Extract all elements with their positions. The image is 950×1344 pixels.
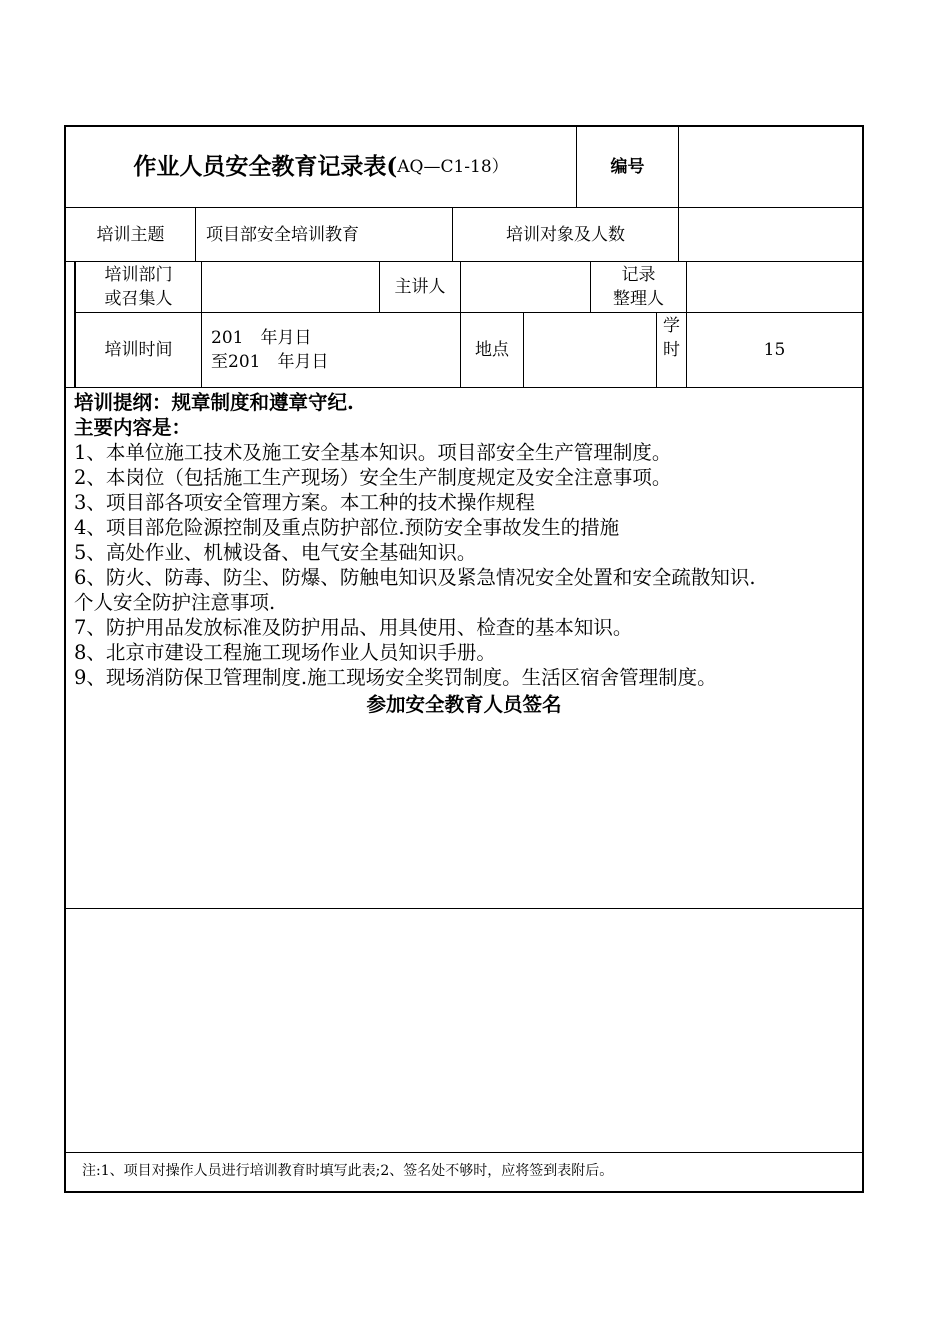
dept-field[interactable] <box>202 262 379 312</box>
hours-label-line1: 学 <box>663 316 680 336</box>
content-item: 7、防护用品发放标准及防护用品、用具使用、检查的基本知识。 <box>74 616 633 639</box>
number-label: 编号 <box>610 157 645 177</box>
dept-label-line2: 或召集人 <box>104 289 173 309</box>
content-item: 2、本岗位（包括施工生产现场）安全生产制度规定及安全注意事项。 <box>74 466 672 489</box>
main-content-heading: 主要内容是： <box>74 416 192 439</box>
lecturer-field[interactable] <box>461 262 590 312</box>
form-code: AQ—C1-18） <box>397 157 509 177</box>
form-title-text: 作业人员安全教育记录表( <box>133 153 398 180</box>
row-divider <box>64 1152 864 1153</box>
place-field[interactable] <box>524 313 656 387</box>
content-item: 1、本单位施工技术及施工安全基本知识。项目部安全生产管理制度。 <box>74 441 672 464</box>
audience-field[interactable] <box>679 208 862 261</box>
training-outline: 培训提纲：规章制度和遵章守纪. <box>74 391 354 414</box>
signature-section-title: 参加安全教育人员签名 <box>366 693 562 716</box>
topic-field[interactable]: 项目部安全培训教育 <box>206 224 359 245</box>
form-title <box>66 127 576 207</box>
recorder-label <box>591 262 686 312</box>
lecturer-label: 主讲人 <box>394 277 446 297</box>
recorder-label-line2: 整理人 <box>613 289 664 309</box>
topic-label: 培训主题 <box>96 224 165 245</box>
dept-label-line1: 培训部门 <box>104 265 173 285</box>
time-start: 201 年月日 <box>211 328 312 348</box>
audience-label: 培训对象及人数 <box>506 224 625 245</box>
training-content <box>74 390 862 690</box>
signature-area[interactable] <box>66 716 862 906</box>
dept-label <box>76 262 201 312</box>
hours-label <box>657 313 686 363</box>
recorder-label-line1: 记录 <box>621 265 656 285</box>
time-field[interactable] <box>202 313 460 387</box>
row-divider <box>64 908 864 909</box>
content-item: 3、项目部各项安全管理方案。本工种的技术操作规程 <box>74 491 535 514</box>
signature-area-extra[interactable] <box>66 910 862 1151</box>
content-item: 4、项目部危险源控制及重点防护部位.预防安全事故发生的措施 <box>74 516 620 539</box>
place-label: 地点 <box>475 340 509 360</box>
hours-label-line2: 时 <box>663 340 680 360</box>
content-item: 5、高处作业、机械设备、电气安全基础知识。 <box>74 541 477 564</box>
content-item: 个人安全防护注意事项. <box>74 591 276 614</box>
row-divider <box>64 387 864 388</box>
hours-field[interactable]: 15 <box>763 340 786 360</box>
content-item: 8、北京市建设工程施工现场作业人员知识手册。 <box>74 641 496 664</box>
time-label: 培训时间 <box>104 340 173 360</box>
time-end: 至201 年月日 <box>211 352 329 372</box>
number-field[interactable] <box>679 127 862 207</box>
content-item: 9、现场消防保卫管理制度.施工现场安全奖罚制度。生活区宿舍管理制度。 <box>74 666 717 689</box>
content-item: 6、防火、防毒、防尘、防爆、防触电知识及紧急情况安全处置和安全疏散知识. <box>74 566 756 589</box>
recorder-field[interactable] <box>687 262 862 312</box>
footnote: 注:1、项目对操作人员进行培训教育时填写此表;2、签名处不够时，应将签到表附后。 <box>82 1163 614 1179</box>
